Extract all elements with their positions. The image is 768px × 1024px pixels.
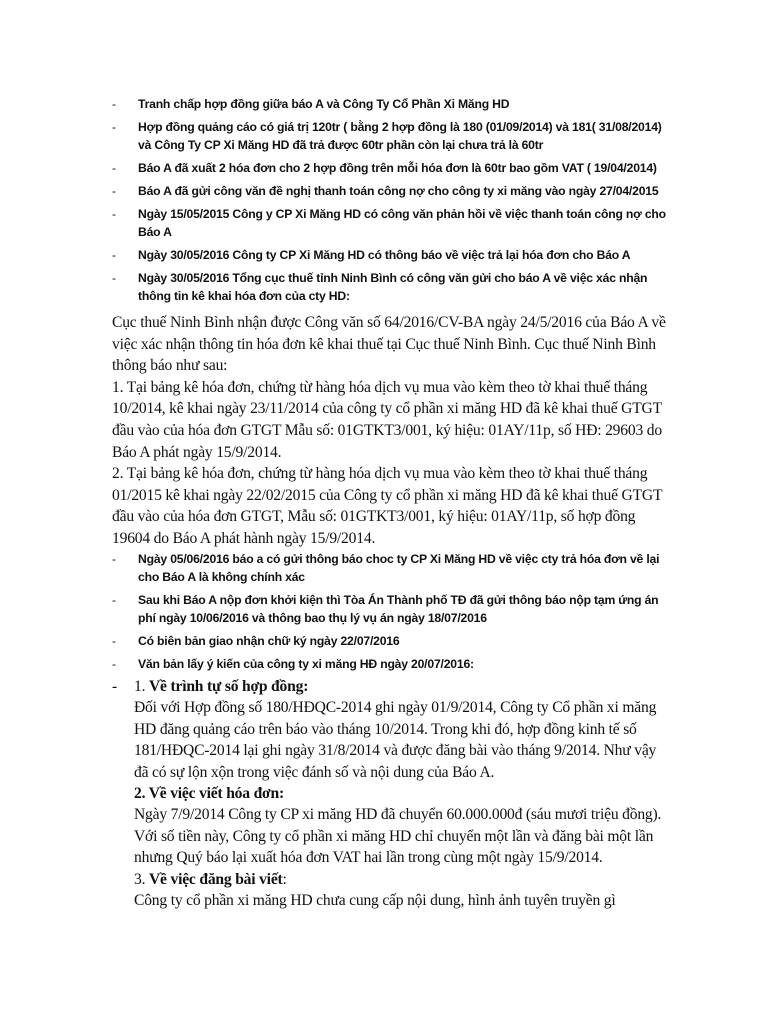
- list-item: [112, 118, 672, 154]
- bullet-dash: -: [112, 184, 116, 198]
- list-item-text: Hợp đồng quảng cáo có giá trị 120tr ( bằng 2 hợp đồng là 180 (01/09/2014) và 181( 31/08/2014) và Công Ty CP Xi Măng HD đã trả được 60tr phần còn lại chưa trả là 60tr: [138, 120, 662, 152]
- section-3-heading-line: [134, 869, 672, 890]
- bullet-dash: -: [112, 120, 116, 134]
- list-item-text: Ngày 15/05/2015 Công y CP Xi Măng HD có công văn phản hồi về việc thanh toán công nợ cho Báo A: [138, 207, 666, 239]
- tax-office-notice: [112, 312, 672, 550]
- list-item: [112, 269, 672, 305]
- list-item-text: Có biên bản giao nhận chữ ký ngày 22/07/2016: [138, 634, 400, 648]
- list-item-text: Sau khi Báo A nộp đơn khởi kiện thì Tòa Án Thành phố TĐ đã gửi thông báo nộp tạm ứng án phí ngày 10/06/2016 và thông bao thụ lý vụ án ngày 18/07/2016: [138, 593, 659, 625]
- list-item-text: Tranh chấp hợp đồng giữa báo A và Công Ty Cổ Phần Xi Măng HD: [138, 97, 510, 111]
- notice-paragraph-intro: Cục thuế Ninh Bình nhận được Công văn số 64/2016/CV-BA ngày 24/5/2016 của Báo A về việc xác nhận thông tin hóa đơn kê khai thuế tại Cục thuế Ninh Bình. Cục thuế Ninh Bình thông báo như sau:: [112, 314, 666, 375]
- list-item: [112, 159, 672, 177]
- list-item: [112, 246, 672, 264]
- list-item-text: Ngày 30/05/2016 Tổng cục thuế tỉnh Ninh Bình có công văn gửi cho báo A về việc xác nhận thông tin kê khai hóa đơn của cty HD:: [138, 271, 648, 303]
- section-1-body: [134, 676, 672, 911]
- bullet-dash: -: [112, 678, 117, 695]
- bullet-list-top: [112, 95, 672, 310]
- list-item: [112, 550, 672, 586]
- list-item-text: Báo A đã gửi công văn đề nghị thanh toán công nợ cho công ty xi măng vào ngày 27/04/2015: [138, 184, 659, 198]
- list-item-text: Văn bản lấy ý kiến của công ty xi măng HĐ ngày 20/07/2016:: [138, 657, 474, 671]
- bullet-dash: -: [112, 657, 116, 671]
- bullet-dash: -: [112, 634, 116, 648]
- list-item: [112, 95, 672, 113]
- bullet-dash: -: [112, 97, 116, 111]
- list-item-text: Ngày 05/06/2016 báo a có gửi thông báo choc ty CP Xi Măng HD về việc cty trả hóa đơn về lại cho Báo A là không chính xác: [138, 552, 660, 584]
- section-3-number: 3.: [134, 870, 149, 888]
- company-opinion: [112, 676, 672, 911]
- bullet-dash: -: [112, 207, 116, 221]
- notice-paragraph-2: 2. Tại bảng kê hóa đơn, chứng từ hàng hóa dịch vụ mua vào kèm theo tờ khai thuế tháng 01/2015 kê khai ngày 22/02/2015 của Công ty cổ phần xi măng HD đã kê khai thuế GTGT đầu vào của hóa đơn GTGT, Mẫu số: 01GTKT3/001, ký hiệu: 01AY/11p, số hợp đồng 19604 do Báo A phát hành ngày 15/9/2014.: [112, 465, 663, 547]
- bullet-dash: -: [112, 161, 116, 175]
- section-2-heading: 2. Về việc viết hóa đơn:: [134, 785, 284, 803]
- section-1-heading: Về trình tự số hợp đồng:: [149, 678, 309, 695]
- bullet-dash: -: [112, 271, 116, 285]
- section-2-text: Ngày 7/9/2014 Công ty CP xi măng HD đã chuyển 60.000.000đ (sáu mươi triệu đồng). Với số tiền này, Công ty cổ phần xi măng HD chỉ chuyển một lần và đăng bài một lần nhưng Quý báo lại xuất hóa đơn VAT hai lần trong cùng một ngày 15/9/2014.: [134, 806, 662, 867]
- list-item-text: Báo A đã xuất 2 hóa đơn cho 2 hợp đồng trên mỗi hóa đơn là 60tr bao gồm VAT ( 19/04/2014): [138, 161, 657, 175]
- list-item: [112, 591, 672, 627]
- list-item-text: Ngày 30/05/2016 Công ty CP Xi Măng HD có thông báo về việc trả lại hóa đơn cho Báo A: [138, 248, 631, 262]
- list-item: [112, 632, 672, 650]
- list-item: [112, 205, 672, 241]
- section-3-text: Công ty cổ phần xi măng HD chưa cung cấp nội dung, hình ảnh tuyên truyền gì: [134, 892, 616, 910]
- opinion-section-1: [112, 676, 672, 911]
- bullet-dash: -: [112, 248, 116, 262]
- bullet-dash: -: [112, 552, 116, 566]
- section-3-heading: Về việc đăng bài viết: [149, 870, 283, 888]
- bullet-list-middle: [112, 550, 672, 678]
- bullet-dash: -: [112, 593, 116, 607]
- section-1-number: 1.: [134, 678, 149, 695]
- list-item: [112, 655, 672, 673]
- section-3-colon: :: [282, 870, 287, 888]
- notice-paragraph-1: 1. Tại bảng kê hóa đơn, chứng từ hàng hóa dịch vụ mua vào kèm theo tờ khai thuế tháng 10/2014, kê khai ngày 23/11/2014 của công ty cổ phần xi măng HD đã kê khai thuế GTGT đầu vào của hóa đơn GTGT Mẫu số: 01GTKT3/001, ký hiệu: 01AY/11p, số HĐ: 29603 do Báo A phát ngày 15/9/2014.: [112, 378, 662, 461]
- section-1-text: Đối với Hợp đồng số 180/HĐQC-2014 ghi ngày 01/9/2014, Công ty Cổ phần xi măng HD đăng quảng cáo trên báo vào tháng 10/2014. Trong khi đó, hợp đồng kinh tế số 181/HĐQC-2014 lại ghi ngày 31/8/2014 và được đăng bài vào tháng 9/2014. Như vậy đã có sự lộn xộn trong việc đánh số và nội dung của Báo A.: [134, 699, 657, 781]
- list-item: [112, 182, 672, 200]
